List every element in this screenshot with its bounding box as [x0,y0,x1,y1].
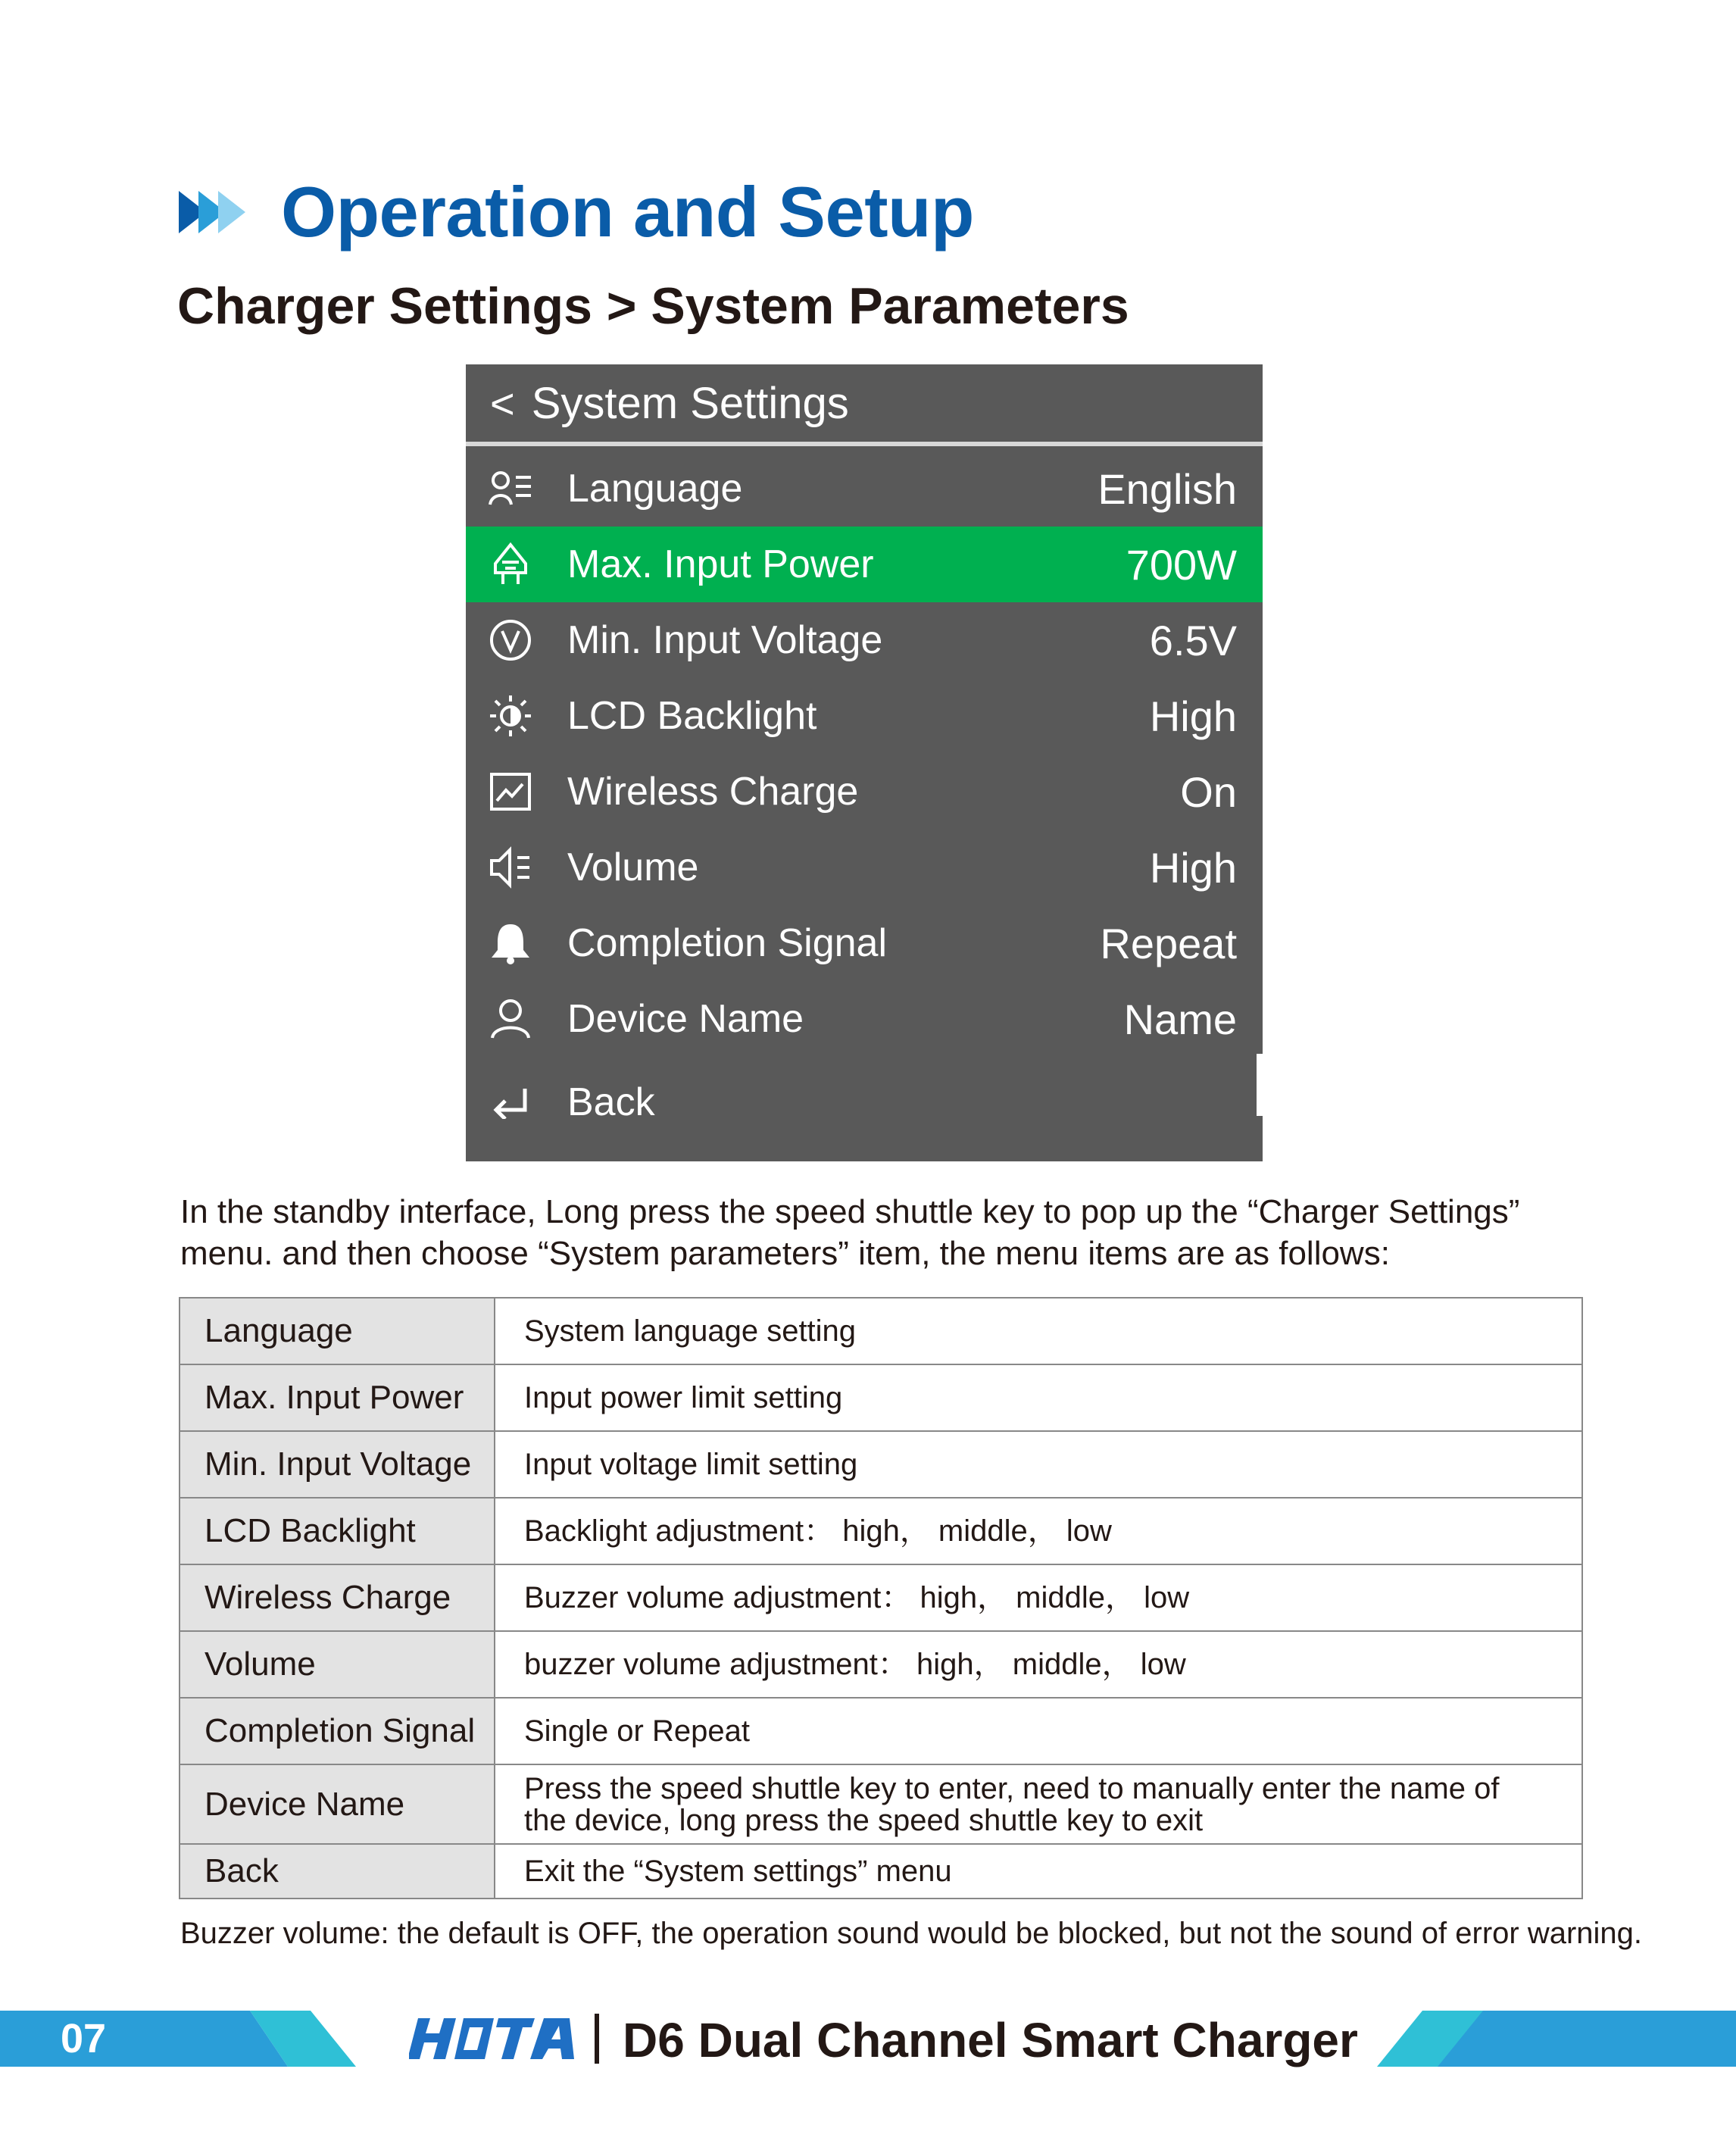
table-cell-name: Device Name [180,1765,495,1843]
table-cell-desc: Exit the “System settings” menu [495,1845,1583,1898]
backlight-icon [489,694,532,738]
table-cell-desc: Input voltage limit setting [495,1432,1583,1497]
table-cell-desc: Single or Repeat [495,1699,1583,1764]
menu-item-min-input-voltage[interactable] [466,602,1263,678]
menu-item-label: Wireless Charge [567,770,859,814]
footnote: Buzzer volume: the default is OFF, the operation sound would be blocked, but not the sound of error warning. [180,1917,1643,1950]
table-cell-name: Back [180,1845,495,1898]
table-row [180,1765,1583,1845]
return-icon [489,1080,532,1124]
menu-item-label: Min. Input Voltage [567,618,883,662]
footer-right-band [1377,2011,1736,2067]
footer-left-band [0,2011,356,2067]
table-row [180,1432,1583,1499]
table-row [180,1365,1583,1432]
table-cell-name: Min. Input Voltage [180,1432,495,1497]
table-cell-desc: buzzer volume adjustment： high， middle， low [495,1632,1583,1697]
menu-item-label: Language [567,467,743,511]
menu-item-value: High [1149,843,1237,892]
table-cell-name: Completion Signal [180,1699,495,1764]
table-cell-desc: System language setting [495,1299,1583,1364]
table-cell-desc: Buzzer volume adjustment： high， middle， low [495,1565,1583,1630]
table-cell-desc: Input power limit setting [495,1365,1583,1430]
menu-item-value: English [1097,464,1237,513]
menu-item-wireless-charge[interactable] [466,754,1263,830]
hota-logo [409,2015,574,2062]
table-cell-name: LCD Backlight [180,1499,495,1564]
chevron-left-icon: < [490,379,515,427]
language-icon [489,467,532,511]
wireless-charge-icon [489,770,532,814]
table-cell-name: Volume [180,1632,495,1697]
table-cell-name: Language [180,1299,495,1364]
menu-item-label: LCD Backlight [567,694,817,738]
menu-item-max-input-power[interactable] [466,527,1263,602]
table-row [180,1299,1583,1365]
menu-item-volume[interactable] [466,830,1263,905]
menu-item-back[interactable] [466,1064,1263,1140]
screen-header[interactable] [466,364,1263,442]
double-arrow-icon [179,189,251,235]
power-plug-icon [489,542,532,586]
menu-item-completion-signal[interactable] [466,905,1263,981]
menu-item-label: Back [567,1080,655,1124]
breadcrumb: Charger Settings > System Parameters [177,277,1129,335]
header-divider [466,442,1263,446]
menu-item-label: Device Name [567,997,804,1041]
menu-item-value: 700W [1126,540,1237,589]
menu-item-device-name[interactable] [466,981,1263,1057]
menu-item-value: Name [1123,995,1237,1043]
menu-item-label: Max. Input Power [567,542,874,586]
user-icon [489,997,532,1041]
menu-item-value: On [1180,767,1237,816]
parameters-table [179,1297,1583,1899]
system-settings-screen [466,364,1263,1161]
page-title: Operation and Setup [281,172,974,252]
table-cell-name: Wireless Charge [180,1565,495,1630]
product-name: D6 Dual Channel Smart Charger [623,2013,1358,2067]
menu-item-value: High [1149,692,1237,740]
menu-item-language[interactable] [466,451,1263,527]
menu-item-lcd-backlight[interactable] [466,678,1263,754]
volume-icon [489,845,532,889]
section-title-row [179,170,974,254]
table-row [180,1499,1583,1565]
page-number: 07 [61,2016,107,2061]
table-row [180,1699,1583,1765]
menu-item-label: Completion Signal [567,921,888,965]
menu-item-value: 6.5V [1149,616,1237,664]
table-cell-name: Max. Input Power [180,1365,495,1430]
table-row [180,1565,1583,1632]
screen-title: System Settings [531,378,849,428]
table-cell-desc: Backlight adjustment： high， middle， low [495,1499,1583,1564]
menu-item-label: Volume [567,845,699,889]
bell-icon [489,921,532,965]
table-cell-desc: Press the speed shuttle key to enter, need to manually enter the name of the device, long press the speed shuttle key to exit [495,1765,1583,1843]
table-row [180,1632,1583,1699]
table-row [180,1845,1583,1899]
scroll-thumb[interactable] [1257,1054,1263,1116]
menu-item-value: Repeat [1100,919,1237,967]
voltage-icon [489,618,532,662]
intro-paragraph: In the standby interface, Long press the speed shuttle key to pop up the “Charger Settings” menu. and then choose “System parameters” item, the menu items are as follows: [180,1193,1520,1272]
footer-separator [595,2014,599,2064]
